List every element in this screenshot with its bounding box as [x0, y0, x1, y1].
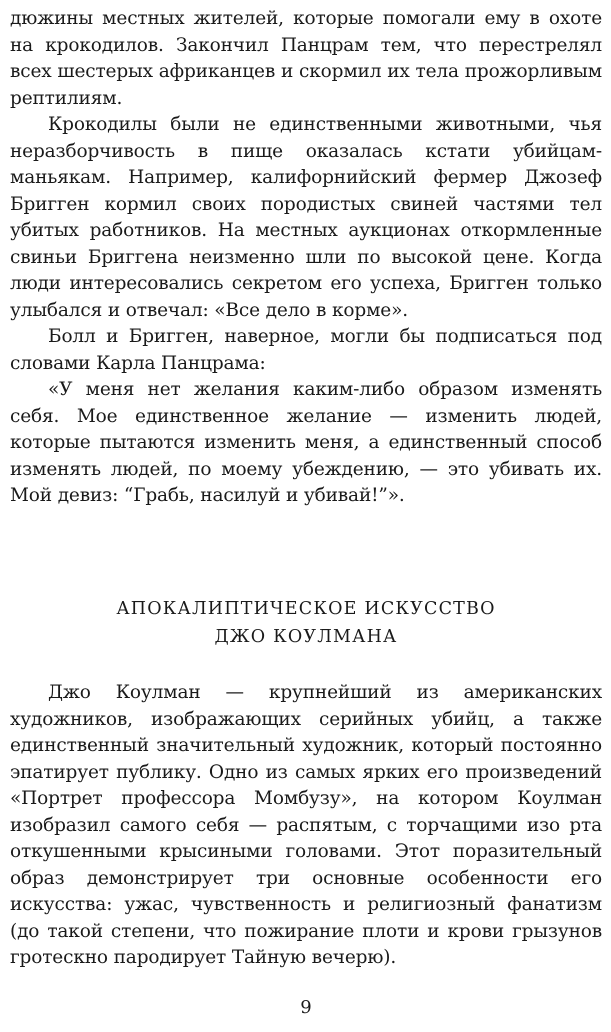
- section-heading: [10, 595, 602, 651]
- paragraph: дюжины местных жителей, которые помогали ему в охоте на крокодилов. Закончил Панцрам тем, что перестрелял всех шестерых африканцев и скормил их тела прожорливым рептилиям.: [10, 8, 602, 109]
- section-heading-line: ДЖО КОУЛМАНА: [214, 627, 398, 647]
- book-page: [10, 0, 602, 1032]
- paragraph: Джо Коулман — крупнейший из американских художников, изображающих серийных убийц, а также единственный значительный художник, который постоянно эпатирует публику. Одно из самых ярких его произведений «Портрет профессора Момбузу», на котором Коулман изобразил самого себя — распятым, с торчащими изо рта откушенными крысиными головами. Этот поразительный образ демонстрирует три основные особенности его искусства: ужас, чувственность и религиозный фанатизм (до такой степени, что пожирание плоти и крови грызунов гротескно пародирует Тайную вечерю).: [10, 682, 602, 968]
- body-text-bottom: [10, 680, 602, 972]
- paragraph: Крокодилы были не единственными животными, чья неразборчивость в пище оказалась кстати убийцам-маньякам. Например, калифорнийский фермер Джозеф Бригген кормил своих породистых свиней частями тел убитых работников. На местных аукционах откормленные свиньи Бриггена неизменно шли по высокой цене. Когда люди интересовались секретом его успеха, Бригген только улыбался и отвечал: «Все дело в корме».: [10, 114, 602, 321]
- body-text-top: [10, 6, 602, 510]
- paragraph: Болл и Бригген, наверное, могли бы подписаться под словами Карла Панцрама:: [10, 326, 602, 374]
- page-number: 9: [300, 997, 312, 1018]
- quote-paragraph: «У меня нет желания каким-либо образом изменять себя. Мое единственное желание — изменить людей, которые пытаются изменить меня, а единственный способ изменять людей, по моему убеждению, — это убивать их. Мой девиз: “Грабь, насилуй и убивай!”».: [10, 379, 602, 506]
- section-heading-line: АПОКАЛИПТИЧЕСКОЕ ИСКУССТВО: [116, 599, 496, 619]
